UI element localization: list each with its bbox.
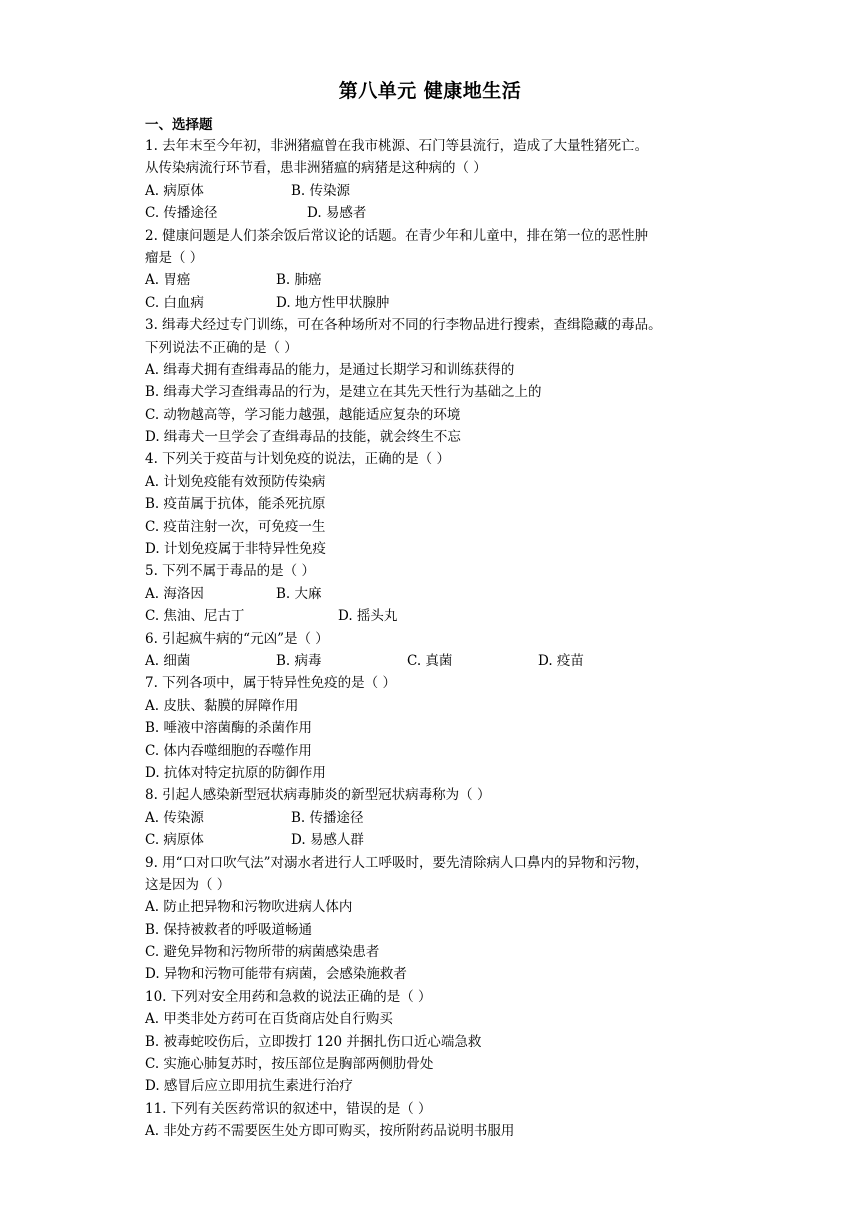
option-text: C. 避免异物和污物所带的病菌感染患者 [145, 944, 380, 961]
question-stem: 瘤是（ ） [145, 249, 204, 266]
option-text: B. 病毒 [276, 652, 322, 669]
option-row [145, 538, 725, 560]
option-row [145, 896, 725, 918]
option-text: D. 抗体对特定抗原的防御作用 [145, 764, 326, 781]
question-item [145, 986, 725, 1098]
option-text: B. 缉毒犬学习查缉毒品的行为，是建立在其先天性行为基础之上的 [145, 384, 542, 401]
option-row [145, 762, 725, 784]
option-row [145, 1008, 725, 1030]
option-text: C. 真菌 [407, 652, 453, 669]
question-item [145, 1098, 725, 1143]
question-item [145, 560, 725, 627]
option-row [145, 359, 725, 381]
option-text: D. 疫苗 [538, 652, 584, 669]
question-item [145, 314, 725, 448]
question-stem: 4. 下列关于疫苗与计划免疫的说法，正确的是（ ） [145, 451, 450, 468]
option-text: B. 疫苗属于抗体，能杀死抗原 [145, 496, 326, 513]
option-row [145, 516, 725, 538]
option-row [145, 605, 725, 627]
option-text: B. 肺癌 [276, 272, 322, 289]
question-item [145, 225, 725, 315]
option-row [145, 740, 725, 762]
option-text: D. 地方性甲状腺肿 [276, 294, 390, 311]
option-text: B. 传播途径 [291, 809, 364, 826]
option-text: C. 白血病 [145, 294, 204, 311]
option-text: A. 防止把异物和污物吹进病人体内 [145, 899, 353, 916]
option-text: D. 易感人群 [291, 832, 364, 849]
option-row [145, 404, 725, 426]
option-row [145, 426, 725, 448]
question-stem: 10. 下列对安全用药和急救的说法正确的是（ ） [145, 988, 432, 1005]
option-text: A. 缉毒犬拥有查缉毒品的能力，是通过长期学习和训练获得的 [145, 361, 515, 378]
option-row [145, 1075, 725, 1097]
question-item [145, 784, 725, 851]
option-text: C. 疫苗注射一次，可免疫一生 [145, 518, 326, 535]
option-text: A. 传染源 [145, 809, 204, 826]
question-stem: 从传染病流行环节看，患非洲猪瘟的病猪是这种病的（ ） [145, 160, 487, 177]
page-title: 第八单元 健康地生活 [338, 80, 522, 102]
option-row [145, 493, 725, 515]
option-row [145, 807, 725, 829]
option-text: D. 计划免疫属于非特异性免疫 [145, 541, 326, 558]
question-item [145, 672, 725, 784]
option-text: A. 病原体 [145, 182, 204, 199]
option-text: A. 甲类非处方药可在百货商店处自行购买 [145, 1011, 393, 1028]
option-row [145, 695, 725, 717]
question-item [145, 135, 725, 225]
option-row [145, 717, 725, 739]
option-text: C. 体内吞噬细胞的吞噬作用 [145, 742, 312, 759]
question-stem: 这是因为（ ） [145, 876, 231, 893]
option-text: A. 胃癌 [145, 272, 191, 289]
option-row [145, 1031, 725, 1053]
question-item [145, 852, 725, 986]
option-row [145, 1120, 725, 1142]
question-list [145, 135, 725, 1143]
option-text: D. 摇头丸 [338, 608, 398, 625]
option-text: A. 计划免疫能有效预防传染病 [145, 473, 326, 490]
option-text: B. 唾液中溶菌酶的杀菌作用 [145, 720, 313, 737]
option-row [145, 919, 725, 941]
option-text: C. 焦油、尼古丁 [145, 608, 245, 625]
option-text: D. 缉毒犬一旦学会了查缉毒品的技能，就会终生不忘 [145, 429, 461, 446]
option-text: B. 传染源 [291, 182, 351, 199]
option-row [145, 1053, 725, 1075]
option-row [145, 471, 725, 493]
question-stem: 9. 用“口对口吹气法”对溺水者进行人工呼吸时，要先清除病人口鼻内的异物和污物， [145, 854, 649, 871]
question-stem: 8. 引起人感染新型冠状病毒肺炎的新型冠状病毒称为（ ） [145, 787, 491, 804]
option-text: C. 传播途径 [145, 205, 218, 222]
option-text: B. 大麻 [276, 585, 322, 602]
question-stem: 6. 引起疯牛病的“元凶”是（ ） [145, 630, 329, 647]
option-text: A. 海洛因 [145, 585, 204, 602]
question-item [145, 628, 725, 673]
option-text: A. 非处方药不需要医生处方即可购买，按所附药品说明书服用 [145, 1123, 515, 1140]
option-row [145, 180, 725, 202]
option-row [145, 941, 725, 963]
option-row [145, 202, 725, 224]
option-row [145, 829, 725, 851]
option-text: C. 病原体 [145, 832, 204, 849]
section-heading: 一、选择题 [145, 117, 213, 133]
question-stem: 3. 缉毒犬经过专门训练，可在各种场所对不同的行李物品进行搜索，查缉隐藏的毒品。 [145, 317, 662, 334]
question-item [145, 448, 725, 560]
question-stem: 5. 下列不属于毒品的是（ ） [145, 563, 315, 580]
option-text: B. 被毒蛇咬伤后，立即拨打 120 并捆扎伤口近心端急救 [145, 1033, 482, 1050]
option-row [145, 583, 725, 605]
option-text: C. 实施心肺复苏时，按压部位是胸部两侧肋骨处 [145, 1056, 434, 1073]
question-stem: 11. 下列有关医药常识的叙述中，错误的是（ ） [145, 1100, 432, 1117]
option-row [145, 963, 725, 985]
question-stem: 1. 去年末至今年初，非洲猪瘟曾在我市桃源、石门等县流行，造成了大量牲猪死亡。 [145, 138, 649, 154]
option-text: D. 异物和污物可能带有病菌，会感染施救者 [145, 966, 407, 983]
option-text: A. 皮肤、黏膜的屏障作用 [145, 697, 299, 714]
option-row [145, 292, 725, 314]
option-text: A. 细菌 [145, 652, 191, 669]
option-text: B. 保持被救者的呼吸道畅通 [145, 921, 313, 938]
question-stem: 下列说法不正确的是（ ） [145, 339, 298, 356]
question-stem: 7. 下列各项中，属于特异性免疫的是（ ） [145, 675, 396, 692]
option-row [145, 381, 725, 403]
option-row [145, 650, 725, 672]
option-text: D. 易感者 [307, 205, 367, 222]
option-row [145, 269, 725, 291]
option-text: C. 动物越高等，学习能力越强，越能适应复杂的环境 [145, 406, 461, 423]
option-text: D. 感冒后应立即用抗生素进行治疗 [145, 1078, 353, 1095]
question-stem: 2. 健康问题是人们茶余饭后常议论的话题。在青少年和儿童中，排在第一位的恶性肿 [145, 227, 649, 244]
